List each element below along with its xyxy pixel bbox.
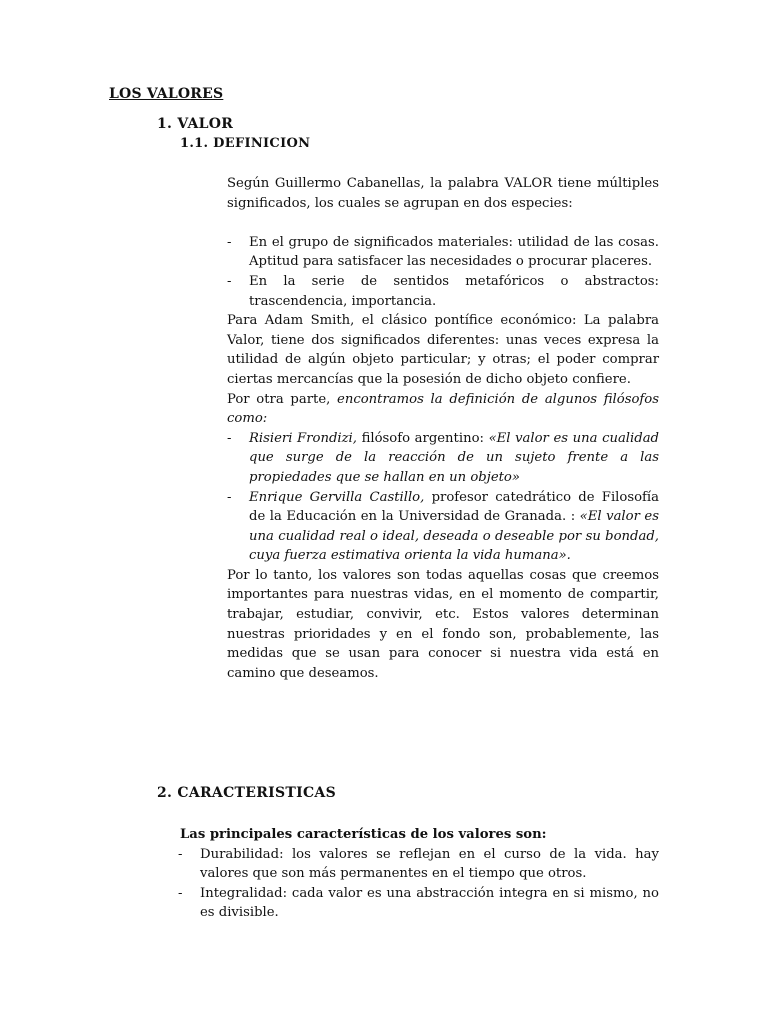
frondizi-quote: «El valor es una cualidad que surge de la reacción de un sujeto frente a las propiedades que se hallan en un objeto» bbox=[249, 430, 659, 485]
bullet-materiales bbox=[227, 233, 659, 272]
gervilla-quote: «El valor es una cualidad real o ideal, deseada o deseable por su bondad, cuya fuerza estimativa orienta la vida humana». bbox=[249, 509, 659, 564]
otra-parte-italic: encontramos la definición de algunos filósofos como: bbox=[227, 391, 659, 427]
conclusion-paragraph: Por lo tanto, los valores son todas aquellas cosas que creemos importantes para nuestras vidas, en el momento de compartir, trabajar, estudiar, convivir, etc. Estos valores determinan nuestras prioridades y en el fondo son, probablemente, las medidas que se usan para conocer si nuestra vida está en camino que deseamos. bbox=[227, 567, 659, 681]
caracteristicas-lead: Las principales características de los valores son: bbox=[180, 827, 547, 842]
otra-parte-plain: Por otra parte, bbox=[227, 391, 331, 407]
gervilla-role: profesor catedrático de Filosofía de la Educación en la Universidad de Granada. : bbox=[249, 489, 659, 525]
section-heading-caracteristicas: 2. CARACTERISTICAS bbox=[157, 785, 336, 801]
adam-smith-paragraph: Para Adam Smith, el clásico pontífice económico: La palabra Valor, tiene dos significados diferentes: unas veces expresa la utilidad de algún objeto particular; y otras; el poder comprar ciertas mercancías que la posesión de dicho objeto confiere. bbox=[227, 313, 659, 387]
bullet-text: Integralidad: cada valor es una abstracción integra en si mismo, no es divisible. bbox=[200, 885, 659, 921]
bullet-dash: - bbox=[227, 234, 232, 250]
bullet-dash: - bbox=[178, 885, 183, 901]
blank-line bbox=[227, 213, 659, 233]
bullet-text: Durabilidad: los valores se reflejan en el curso de la vida. hay valores que son más permanentes en el tiempo que otros. bbox=[200, 846, 659, 882]
bullet-dash: - bbox=[227, 430, 232, 446]
bullet-dash: - bbox=[227, 489, 232, 505]
otra-parte-paragraph bbox=[227, 390, 659, 429]
bullet-frondizi bbox=[227, 429, 659, 488]
section-heading-valor: 1. VALOR bbox=[157, 116, 234, 132]
cabanellas-paragraph: Según Guillermo Cabanellas, la palabra VALOR tiene múltiples significados, los cuales se agrupan en dos especies: bbox=[227, 176, 659, 211]
definition-body bbox=[227, 174, 659, 683]
bullet-dash: - bbox=[227, 273, 232, 289]
bullet-text: En la serie de sentidos metafóricos o abstractos: trascendencia, importancia. bbox=[249, 273, 659, 309]
frondizi-name: Risieri Frondizi, bbox=[249, 430, 357, 446]
subsection-heading-definicion: 1.1. DEFINICION bbox=[180, 136, 311, 151]
gervilla-name: Enrique Gervilla Castillo, bbox=[249, 489, 425, 505]
document-title: LOS VALORES bbox=[109, 86, 224, 102]
caracteristicas-body bbox=[180, 825, 659, 923]
bullet-metaforicos bbox=[227, 272, 659, 311]
bullet-gervilla bbox=[227, 488, 659, 566]
bullet-durabilidad bbox=[178, 845, 659, 884]
bullet-text: En el grupo de significados materiales: utilidad de las cosas. Aptitud para satisfacer las necesidades o procurar placeres. bbox=[249, 234, 659, 270]
bullet-dash: - bbox=[178, 846, 183, 862]
frondizi-role: filósofo argentino: bbox=[356, 430, 489, 446]
bullet-integralidad bbox=[178, 884, 659, 923]
